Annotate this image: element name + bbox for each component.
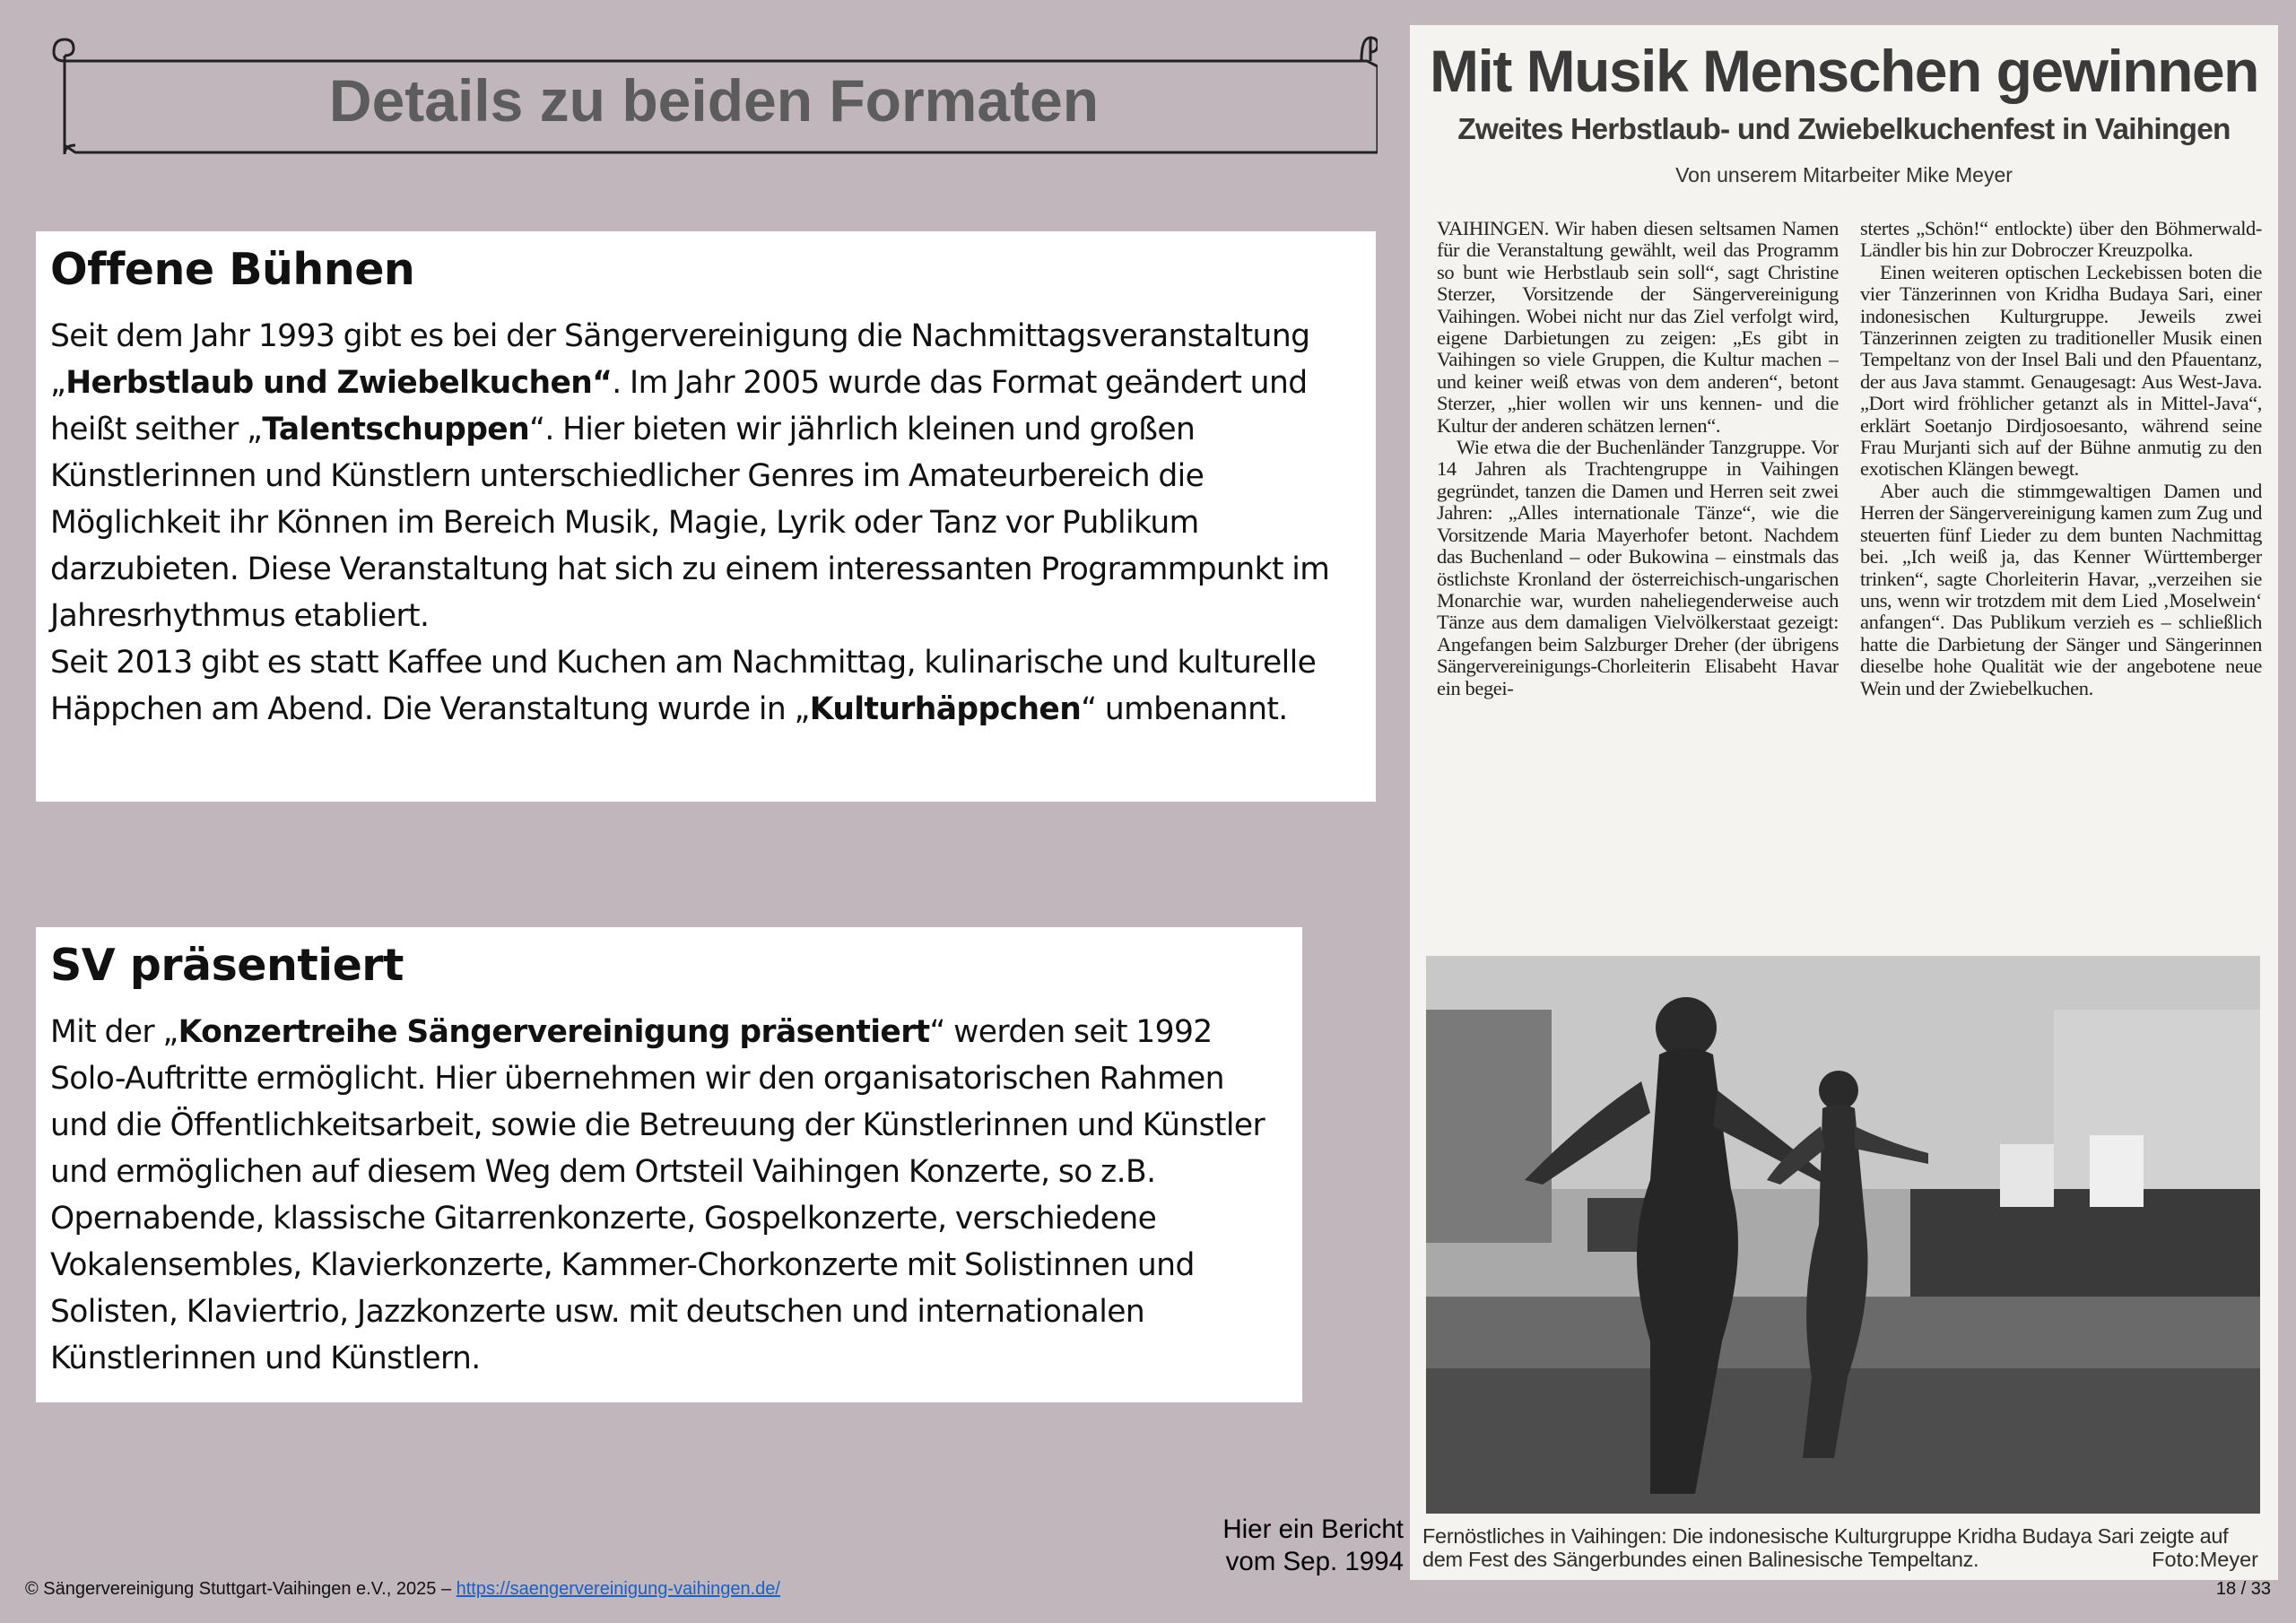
newspaper-clipping xyxy=(1410,25,2278,1580)
footer xyxy=(25,1579,780,1600)
format-name-talentschuppen: Talentschuppen xyxy=(262,412,530,447)
report-note xyxy=(1222,1514,1404,1578)
dancer-photo xyxy=(1426,956,2260,1514)
format-name-kulturhaeppchen: Kulturhäppchen xyxy=(809,691,1082,727)
photo-credit: Foto:Meyer xyxy=(2152,1548,2258,1571)
sv-praesentiert-heading: SV präsentiert xyxy=(50,940,404,991)
page-title: Details zu beiden Formaten xyxy=(328,67,1100,134)
offene-buehnen-paragraph-1: Seit dem Jahr 1993 gibt es bei der Sängervereinigung die Nachmittagsveranstaltung „Herbstlaub und Zwiebelkuchen“. Im Jahr 2005 wurde das Format geändert und heißt seither „Talentschuppen“. Hier bieten wir jährlich kleinen und großen Künstlerinnen und Künstlern unterschiedlicher Genres im Amateurbereich die Möglichkeit ihr Können im Bereich Musik, Magie, Lyrik oder Tanz vor Publikum darzubieten. Diese Veranstaltung hat sich zu einem interessanten Programmpunkt im Jahresrhythmus etabliert. xyxy=(50,318,1330,634)
format-name-konzertreihe: Konzertreihe Sängervereinigung präsentiert xyxy=(178,1014,930,1050)
photo-caption: Fernöstliches in Vaihingen: Die indonesische Kulturgruppe Kridha Budaya Sari zeigte auf dem Fest des Sängerbundes einen Balinesische Tempeltanz. xyxy=(1422,1524,2229,1571)
clipping-paragraph: Wie etwa die der Buchenländer Tanzgruppe. Vor 14 Jahren als Trachtengruppe in Vaihingen gegründet, tanzen die Damen und Herren seit zwei Jahren: „Alles internationale Tänze“, wie die Vorsitzende Maria Mayerhofer betont. Nachdem das Buchenland – oder Bukowina – einstmals das östlichste Kronland der österreichisch-ungarischen Monarchie war, wurden naheliegenderweise auch Tänze aus dem damaligen Vielvölkerstaat gezeigt: Angefangen beim Salzburger Dreher (der übrigens Sängervereinigungs-Chorleiterin Elisabeht Havar ein begei- xyxy=(1437,436,1839,699)
sv-praesentiert-section xyxy=(36,927,1302,1402)
footer-copyright: © Sängervereinigung Stuttgart-Vaihingen e.V., 2025 – xyxy=(25,1579,457,1599)
clipping-headline: Mit Musik Menschen gewinnen xyxy=(1430,38,2258,104)
page-number: 18 / 33 xyxy=(2215,1579,2271,1599)
offene-buehnen-section xyxy=(36,231,1376,802)
format-name-herbstlaub: Herbstlaub und Zwiebelkuchen“ xyxy=(65,365,613,401)
offene-buehnen-paragraph-2: Seit 2013 gibt es statt Kaffee und Kuchen am Nachmittag, kulinarische und kulturelle Häppchen am Abend. Die Veranstaltung wurde in „Kulturhäppchen“ umbenannt. xyxy=(50,645,1317,727)
dancer-photo-illustration xyxy=(1426,956,2260,1514)
title-banner xyxy=(50,34,1378,158)
clipping-paragraph: Aber auch die stimmgewaltigen Damen und Herren der Sängervereinigung kamen zum Zug und steuerten fünf Lieder zu dem bunten Nachmittag bei. „Ich weiß ja, das Kenner Württemberger trinken“, sagte Chorleiterin Havar, „verzeihen sie uns, wenn wir trotzdem mit dem Lied ‚Moselwein‘ anfangen“. Das Publikum verzieh es – schließlich hatte die Darbietung der Sänger und Sängerinnen dieselbe hohe Qualität wie der angebotene neue Wein und der Zwiebelkuchen. xyxy=(1860,479,2262,699)
footer-website-link[interactable]: https://saengervereinigung-vaihingen.de/ xyxy=(456,1579,780,1599)
clipping-paragraph: Einen weiteren optischen Leckebissen boten die vier Tänzerinnen von Kridha Budaya Sari, einer indonesischen Kulturgruppe. Jeweils zwei Tänzerinnen zeigten zu traditioneller Musik einen Tempeltanz von der Insel Bali und den Pfauentanz, der aus Java stammt. Genaugesagt: Aus West-Java. „Dort wird fröhlicher getanzt als in Mittel-Java“, erklärt Soetanjo Dirdjosoesanto, während seine Frau Murjanti sich auf der Bühne anmutig zu den exotischen Klängen bewegt. xyxy=(1860,260,2262,481)
clipping-subheadline: Zweites Herbstlaub- und Zwiebelkuchenfest in Vaihingen xyxy=(1457,113,2231,146)
offene-buehnen-heading: Offene Bühnen xyxy=(50,244,415,295)
clipping-paragraph: stertes „Schön!“ entlockte) über den Böhmerwald-Ländler bis hin zur Dobroczer Kreuzpolka. xyxy=(1860,218,2262,262)
report-note-line-2: vom Sep. 1994 xyxy=(1225,1547,1404,1576)
clipping-column-left xyxy=(1437,218,1839,969)
sv-praesentiert-paragraph: Mit der „Konzertreihe Sängervereinigung präsentiert“ werden seit 1992 Solo-Auftritte ermöglicht. Hier übernehmen wir den organisatorischen Rahmen und die Öffentlichkeitsarbeit, sowie die Betreuung der Künstlerinnen und Künstler und ermöglichen auf diesem Weg dem Ortsteil Vaihingen Konzerte, so z.B. Opernabende, klassische Gitarrenkonzerte, Gospelkonzerte, verschiedene Vokalensembles, Klavierkonzerte, Kammer-Chorkonzerte mit Solistinnen und Solisten, Klaviertrio, Jazzkonzerte usw. mit deutschen und internationalen Künstlerinnen und Künstlern. xyxy=(50,1014,1265,1376)
report-note-line-1: Hier ein Bericht xyxy=(1222,1515,1404,1544)
clipping-byline: Von unserem Mitarbeiter Mike Meyer xyxy=(1675,163,2013,187)
clipping-column-right xyxy=(1860,218,2262,969)
clipping-paragraph: VAIHINGEN. Wir haben diesen seltsamen Namen für die Veranstaltung gewählt, weil das Programm so bunt wie Herbstlaub sein soll“, sagt Christine Sterzer, Vorsitzende der Sängervereinigung Vaihingen. Wobei nicht nur das Ziel verfolgt wird, eigene Darbietungen zu zeigen: „Es gibt in Vaihingen so viele Gruppen, die Kultur machen – und keiner weiß etwas von dem anderen“, betont Sterzer, „hier wollen wir uns kennen- und die Kultur der anderen schätzen lernen“. xyxy=(1437,218,1839,437)
